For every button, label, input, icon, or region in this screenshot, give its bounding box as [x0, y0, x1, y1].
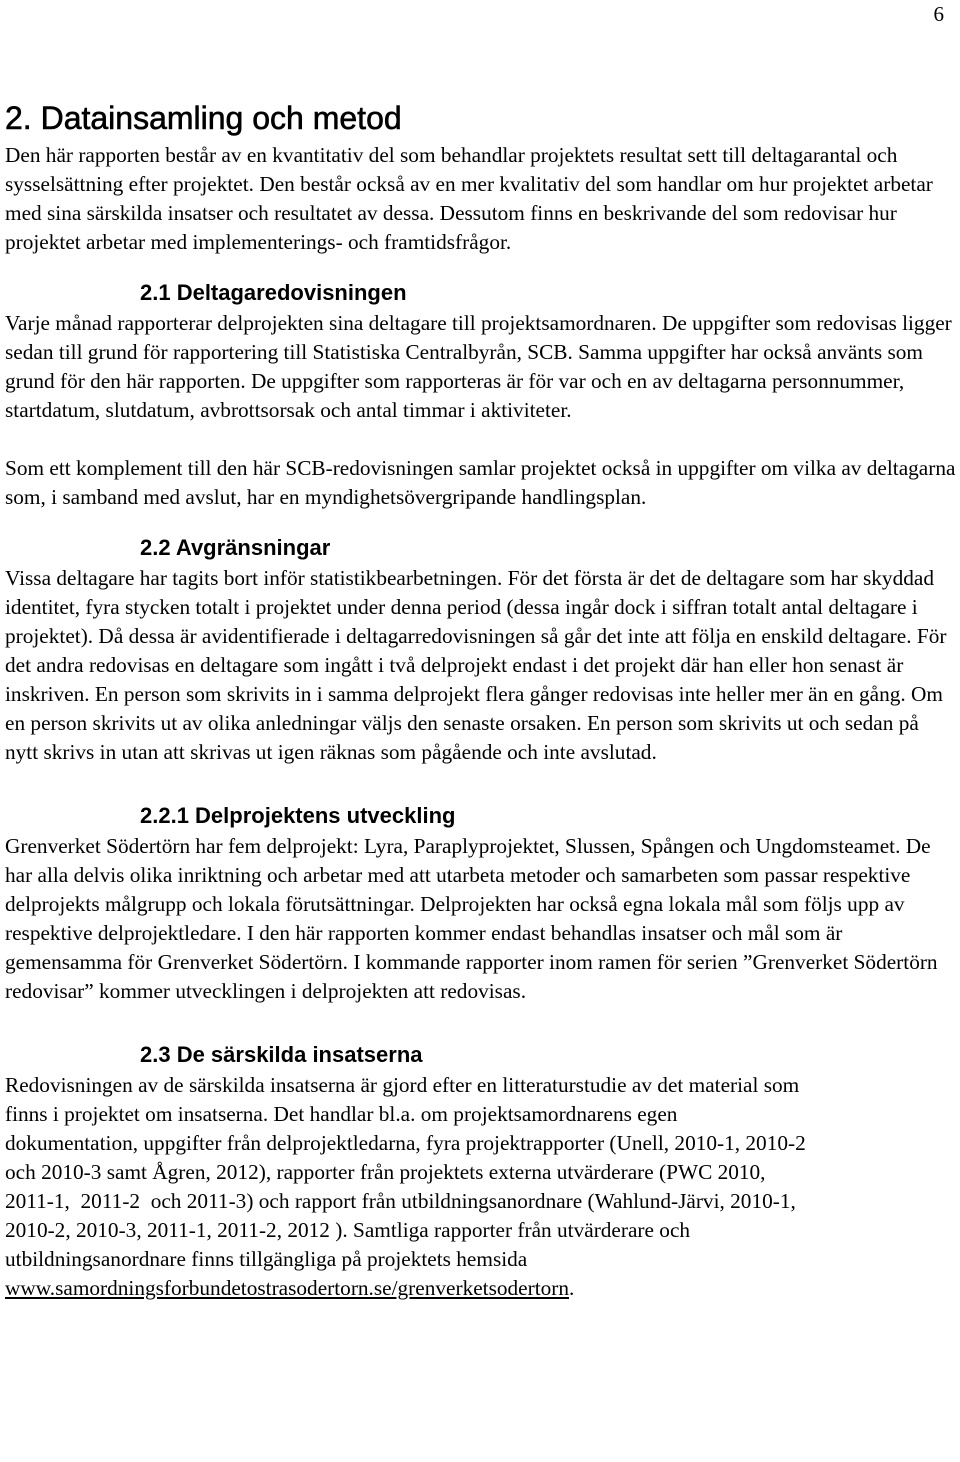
section-2-2-paragraph: Vissa deltagare har tagits bort inför statistikbearbetningen. För det första är det de deltagare som har skyddad identitet, fyra stycken totalt i projektet under denna period (dessa ingår dock i siffran totalt antal deltagare i projektet). Då dessa är avidentifierade i deltagarredovisningen så går det inte att följa en enskild deltagare. För det andra redovisas en deltagare som ingått i två delprojekt endast i det projekt där han eller hon senast är inskriven. En person som skrivits in i samma delprojekt flera gånger redovisas inte heller mer än en gång. Om en person skrivits ut av olika anledningar väljs den senaste orsaken. En person som skrivits ut och sedan på nytt skrivs in utan att skrivas ut igen räknas som pågående och inte avslutad.: [5, 566, 947, 764]
section-2-1-paragraph-2: Som ett komplement till den här SCB-redovisningen samlar projektet också in uppgifter om vilka av deltagarna som, i samband med avslut, har en myndighetsövergripande handlingsplan.: [5, 456, 956, 509]
section-2-1-paragraph-1: Varje månad rapporterar delprojekten sina deltagare till projektsamordnaren. De uppgifter som redovisas ligger sedan till grund för rapportering till Statistiska Centralbyrån, SCB. Samma uppgifter har också använts som grund för den här rapporten. De uppgifter som rapporteras är för var och en av deltagarna personnummer, startdatum, slutdatum, avbrottsorsak och antal timmar i aktiviteter.: [5, 311, 952, 422]
section-2-3-line-6: 2010-2, 2010-3, 2011-1, 2011-2, 2012 ). Samtliga rapporter från utvärderare och: [5, 1218, 691, 1242]
section-2-heading: 2. Datainsamling och metod: [5, 100, 402, 136]
section-2-3-paragraph: [5, 1071, 957, 1303]
section-2-2-1-heading: 2.2.1 Delprojektens utveckling: [140, 803, 456, 828]
section-2-3-line-5: 2011-1, 2011-2 och 2011-3) och rapport från utbildningsanordnare (Wahlund-Järvi, 2010-1,: [5, 1189, 796, 1213]
section-2-1-heading: 2.1 Deltagaredovisningen: [140, 280, 407, 305]
section-2-2-1-paragraph: Grenverket Södertörn har fem delprojekt: Lyra, Paraplyprojektet, Slussen, Spången och Ungdomsteamet. De har alla delvis olika inriktning och arbetar med att utarbeta metoder och samarbeten som passar respektive delprojekts målgrupp och lokala förutsättningar. Delprojekten har också egna lokala mål som följs upp av respektive delprojektledare. I den här rapporten kommer endast behandlas insatser och mål som är gemensamma för Grenverket Södertörn. I kommande rapporter inom ramen för serien ”Grenverket Södertörn redovisar” kommer utvecklingen i delprojekten att redovisas.: [5, 834, 938, 1003]
document-body: [5, 96, 957, 1303]
section-2-3-line-4: och 2010-3 samt Ågren, 2012), rapporter från projektets externa utvärderare (PWC 2010,: [5, 1160, 766, 1184]
section-2-3-heading: 2.3 De särskilda insatserna: [140, 1042, 423, 1067]
section-2-3-line-1: Redovisningen av de särskilda insatserna är gjord efter en litteraturstudie av det material som: [5, 1073, 800, 1097]
section-2-intro-paragraph: Den här rapporten består av en kvantitativ del som behandlar projektets resultat sett till deltagarantal och sysselsättning efter projektet. Den består också av en mer kvalitativ del som handlar om hur projektet arbetar med sina särskilda insatser och resultatet av dessa. Dessutom finns en beskrivande del som redovisar hur projektet arbetar med implementerings- och framtidsfrågor.: [5, 143, 933, 254]
link-trailing-period: .: [569, 1276, 575, 1300]
section-2-2-heading: 2.2 Avgränsningar: [140, 535, 331, 560]
page-number: 6: [933, 2, 944, 26]
section-2-3-line-2: finns i projektet om insatserna. Det handlar bl.a. om projektsamordnarens egen: [5, 1102, 678, 1126]
project-website-link[interactable]: www.samordningsforbundetostrasodertorn.se/grenverketsodertorn: [5, 1276, 570, 1300]
section-2-3-line-3: dokumentation, uppgifter från delprojektledarna, fyra projektrapporter (Unell, 2010-1, 2010-2: [5, 1131, 806, 1155]
section-2-3-line-7: utbildningsanordnare finns tillgängliga på projektets hemsida: [5, 1247, 528, 1271]
